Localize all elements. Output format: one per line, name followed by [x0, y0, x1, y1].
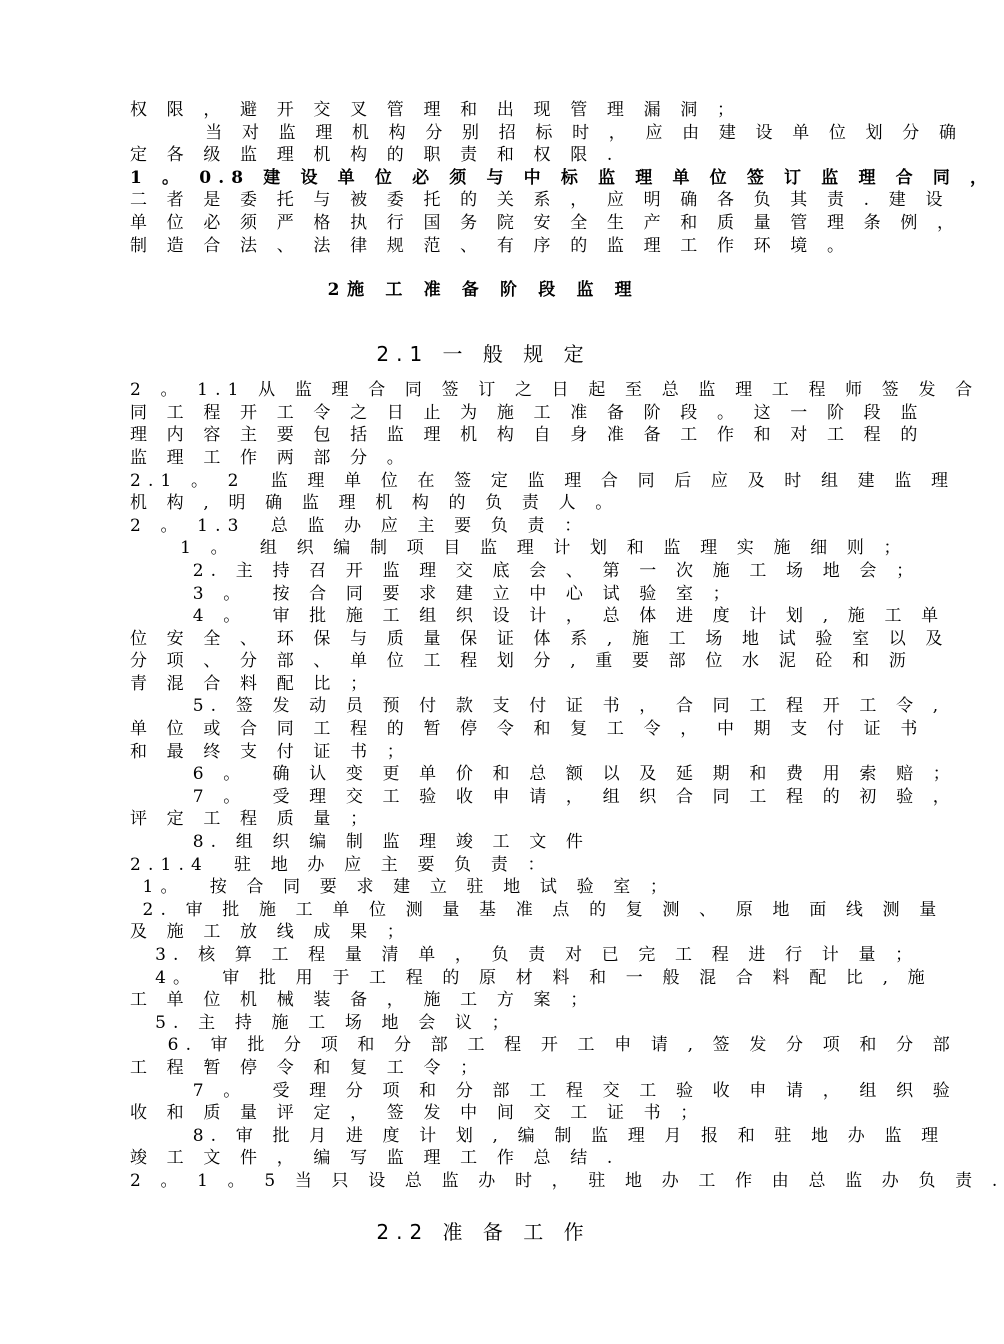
- section-2-heading: 2施 工 准 备 阶 段 监 理: [327, 280, 640, 301]
- text-line: 评 定 工 程 质 量 ；: [130, 809, 375, 830]
- text-line: 监 理 工 作 两 部 分 。: [130, 447, 411, 468]
- text-line: 2 。 1.1 从 监 理 合 同 签 订 之 日 起 至 总 监 理 工 程 师 签 发 合: [130, 380, 980, 401]
- text-line: 工 程 暂 停 令 和 复 工 令 ；: [130, 1057, 485, 1078]
- body-block: [130, 379, 1004, 1192]
- text-line: 1。 按 合 同 要 求 建 立 驻 地 试 验 室 ；: [130, 877, 675, 898]
- text-line: 单 位 必 须 严 格 执 行 国 务 院 安 全 生 产 和 质 量 管 理 条 例 ，: [130, 212, 962, 233]
- text-line: 6 。 确 认 变 更 单 价 和 总 额 以 及 延 期 和 费 用 索 赔 ；: [130, 764, 957, 785]
- text-line: 位 安 全 、 环 保 与 质 量 保 证 体 系 , 施 工 场 地 试 验 室 以 及: [130, 628, 950, 649]
- text-line: 5. 主 持 施 工 场 地 会 议 ；: [130, 1012, 516, 1033]
- text-line: 及 施 工 放 线 成 果 ；: [130, 922, 411, 943]
- text-line: 同 工 程 开 工 令 之 日 止 为 施 工 准 备 阶 段 。 这 一 阶 段 监: [130, 402, 925, 423]
- text-line: 7 。 受 理 分 项 和 分 部 工 程 交 工 验 收 申 请 ， 组 织 验: [130, 1080, 957, 1101]
- text-line: 和 最 终 支 付 证 书 ；: [130, 741, 411, 762]
- text-line: 2 。 1.3 总 监 办 应 主 要 负 责 ：: [130, 515, 589, 536]
- text-line: 3. 核 算 工 程 量 清 单 ， 负 责 对 已 完 工 程 进 行 计 量 ；: [130, 945, 920, 965]
- text-line: 青 混 合 料 配 比 ；: [130, 673, 375, 694]
- text-line: 机 构 , 明 确 监 理 机 构 的 负 责 人 。: [130, 493, 620, 514]
- text-line: 当 对 监 理 机 构 分 别 招 标 时 ， 应 由 建 设 单 位 划 分 确: [130, 122, 964, 143]
- text-line: 分 项 、 分 部 、 单 位 工 程 划 分 , 重 要 部 位 水 泥 砼 和 沥: [130, 651, 913, 672]
- text-line: 竣 工 文 件 ， 编 写 监 理 工 作 总 结 .: [130, 1148, 620, 1169]
- text-line: 3 。 按 合 同 要 求 建 立 中 心 试 验 室 ；: [130, 583, 737, 604]
- text-line: 2 。 1 。 5 当 只 设 总 监 办 时 ， 驻 地 办 工 作 由 总 监 办 负 责 .: [130, 1170, 1004, 1191]
- text-line: 4 。 审 批 施 工 组 织 设 计 ， 总 体 进 度 计 划 , 施 工 单: [130, 606, 946, 627]
- text-line: 6. 审 批 分 项 和 分 部 工 程 开 工 申 请 , 签 发 分 项 和 分 部: [130, 1035, 957, 1056]
- text-line: 8. 组 织 编 制 监 理 竣 工 文 件: [130, 832, 591, 853]
- text-line: 1 。 组 织 编 制 项 目 监 理 计 划 和 监 理 实 施 细 则 ；: [130, 538, 908, 559]
- text-line: 2.1 。 2 监 理 单 位 在 签 定 监 理 合 同 后 应 及 时 组 建 监 理: [130, 470, 956, 491]
- text-line: 理 内 容 主 要 包 括 监 理 机 构 自 身 准 备 工 作 和 对 工 程 的: [130, 425, 925, 446]
- text-line: 权 限 ， 避 开 交 叉 管 理 和 出 现 管 理 漏 洞 ；: [130, 100, 742, 120]
- text-line: 单 位 或 合 同 工 程 的 暂 停 令 和 复 工 令 ， 中 期 支 付 证 书: [130, 719, 925, 740]
- text-line: 8. 审 批 月 进 度 计 划 , 编 制 监 理 月 报 和 驻 地 办 监 理: [130, 1125, 946, 1146]
- text-line: 2.1.4 驻 地 办 应 主 要 负 责 ：: [130, 854, 552, 875]
- text-line: 5. 签 发 动 员 预 付 款 支 付 证 书 ， 合 同 工 程 开 工 令 ,: [130, 696, 946, 717]
- text-line: 4。 审 批 用 于 工 程 的 原 材 料 和 一 般 混 合 料 配 比 , 施: [130, 967, 932, 988]
- text-line: 二 者 是 委 托 与 被 委 托 的 关 系 ， 应 明 确 各 负 其 责 . 建 设: [130, 190, 950, 211]
- intro-block: [130, 99, 995, 257]
- text-line: 收 和 质 量 评 定 ， 签 发 中 间 交 工 证 书 ；: [130, 1103, 705, 1124]
- text-line: 1 。 0.8 建 设 单 位 必 须 与 中 标 监 理 单 位 签 订 监 理 合 同 ，: [130, 167, 995, 188]
- document-page: [130, 99, 1004, 1245]
- text-line: 工 单 位 机 械 装 备 ， 施 工 方 案 ；: [130, 990, 595, 1011]
- section-2-2-heading: 2.2 准 备 工 作: [376, 1219, 591, 1244]
- section-2-1-heading: 2.1 一 般 规 定: [376, 342, 591, 367]
- text-line: 制 造 合 法 、 法 律 规 范 、 有 序 的 监 理 工 作 环 境 。: [130, 235, 852, 256]
- text-line: 2. 主 持 召 开 监 理 交 底 会 、 第 一 次 施 工 场 地 会 ；: [130, 560, 921, 581]
- text-line: 7 。 受 理 交 工 验 收 申 请 ， 组 织 合 同 工 程 的 初 验 ，: [130, 786, 957, 807]
- text-line: 2. 审 批 施 工 单 位 测 量 基 准 点 的 复 测 、 原 地 面 线 测 量: [130, 899, 944, 920]
- text-line: 定 各 级 监 理 机 构 的 职 责 和 权 限 .: [130, 145, 620, 166]
